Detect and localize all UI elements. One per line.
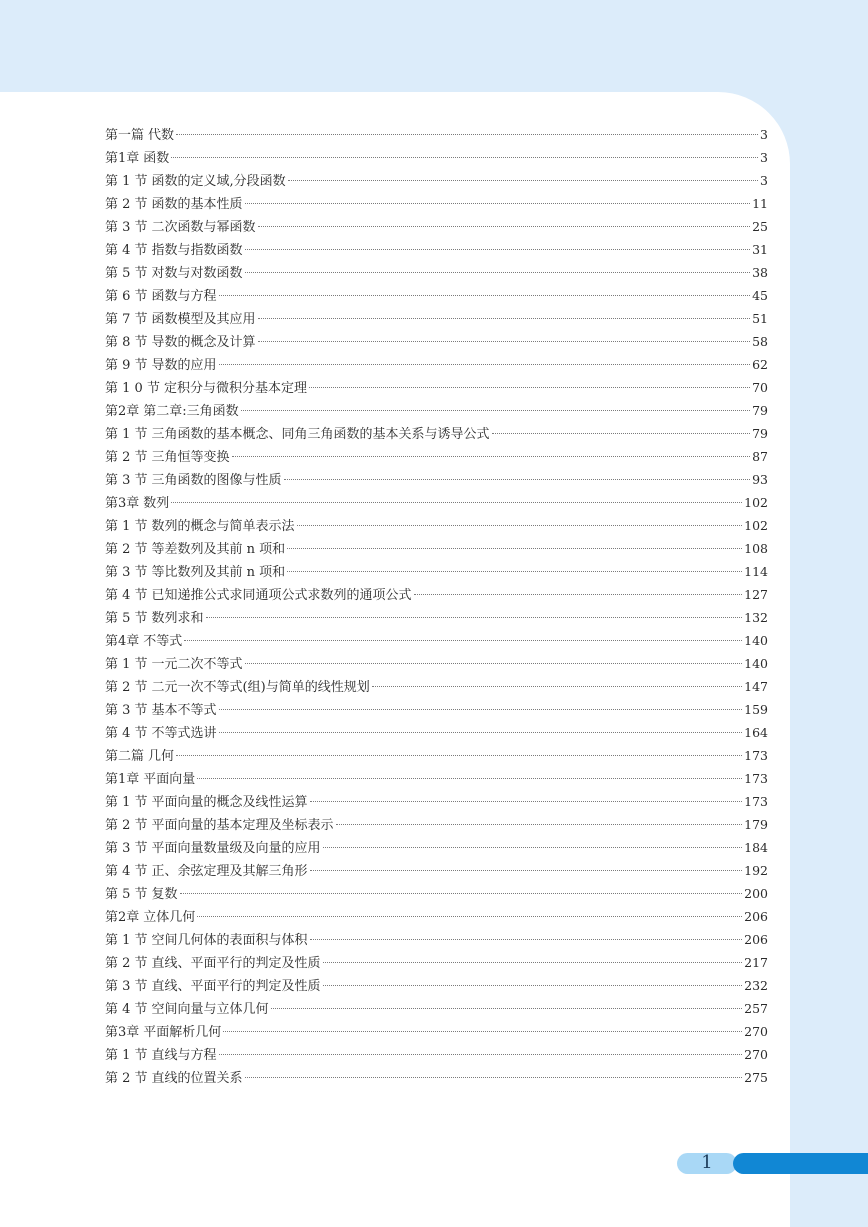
toc-entry-heading bbox=[105, 653, 243, 676]
toc-entry-heading bbox=[105, 400, 239, 423]
toc-entry-title: 正、余弦定理及其解三角形 bbox=[151, 864, 308, 879]
toc-entry-heading bbox=[105, 1067, 243, 1090]
toc-entry-title: 平面解析几何 bbox=[143, 1025, 222, 1040]
toc-entry-title: 函数的定义域,分段函数 bbox=[151, 174, 286, 189]
toc-entry-title: 三角函数的图像与性质 bbox=[151, 473, 282, 488]
toc-entry-heading bbox=[105, 952, 321, 975]
toc-entry-title: 导数的概念及计算 bbox=[151, 335, 256, 350]
toc-entry-label: 第 3 节 bbox=[105, 473, 148, 488]
toc-entry-title: 等差数列及其前 n 项和 bbox=[151, 542, 286, 557]
toc-entry-heading bbox=[105, 722, 217, 745]
toc-entry-heading bbox=[105, 308, 256, 331]
toc-entry-title: 直线与方程 bbox=[151, 1048, 217, 1063]
toc-entry-title: 二次函数与幂函数 bbox=[151, 220, 256, 235]
toc-entry-title: 等比数列及其前 n 项和 bbox=[151, 565, 286, 580]
toc-entry-label: 第 1 节 bbox=[105, 1048, 148, 1063]
toc-entry-page: 38 bbox=[752, 265, 768, 280]
toc-entry[interactable] bbox=[105, 560, 768, 583]
toc-entry[interactable] bbox=[105, 951, 768, 974]
toc-entry[interactable] bbox=[105, 261, 768, 284]
dot-leader bbox=[176, 755, 742, 756]
toc-entry-page: 79 bbox=[752, 426, 768, 441]
page-number: 1 bbox=[701, 1152, 713, 1173]
toc-entry-label: 第 4 节 bbox=[105, 1002, 148, 1017]
toc-entry-label: 第一篇 bbox=[105, 128, 145, 143]
toc-entry-heading bbox=[105, 1021, 221, 1044]
toc-entry-label: 第 3 节 bbox=[105, 565, 148, 580]
toc-entry[interactable] bbox=[105, 123, 768, 146]
toc-entry-label: 第 1 节 bbox=[105, 795, 148, 810]
dot-leader bbox=[219, 732, 743, 733]
toc-entry[interactable] bbox=[105, 284, 768, 307]
toc-entry-heading bbox=[105, 630, 182, 653]
toc-entry-title: 平面向量的基本定理及坐标表示 bbox=[151, 818, 334, 833]
toc-entry-page: 62 bbox=[752, 357, 768, 372]
toc-entry-title: 直线的位置关系 bbox=[151, 1071, 243, 1086]
toc-entry-label: 第 4 节 bbox=[105, 243, 148, 258]
dot-leader bbox=[219, 709, 743, 710]
toc-entry-title: 直线、平面平行的判定及性质 bbox=[151, 979, 321, 994]
dot-leader bbox=[197, 778, 742, 779]
toc-entry-label: 第 5 节 bbox=[105, 887, 148, 902]
toc-entry-heading bbox=[105, 814, 334, 837]
toc-entry-page: 200 bbox=[744, 886, 768, 901]
toc-entry-page: 270 bbox=[744, 1024, 768, 1039]
dot-leader bbox=[184, 640, 742, 641]
toc-entry-heading bbox=[105, 193, 243, 216]
dot-leader bbox=[287, 548, 742, 549]
toc-entry-page: 147 bbox=[744, 679, 768, 694]
toc-entry[interactable] bbox=[105, 491, 768, 514]
dot-leader bbox=[492, 433, 751, 434]
dot-leader bbox=[245, 272, 751, 273]
toc-entry-heading bbox=[105, 699, 217, 722]
toc-entry-title: 平面向量 bbox=[143, 772, 196, 787]
dot-leader bbox=[171, 157, 758, 158]
dot-leader bbox=[171, 502, 742, 503]
toc-entry-label: 第 2 节 bbox=[105, 197, 148, 212]
toc-entry-heading bbox=[105, 768, 195, 791]
toc-entry-title: 不等式选讲 bbox=[151, 726, 217, 741]
toc-entry-page: 31 bbox=[752, 242, 768, 257]
toc-entry-title: 三角恒等变换 bbox=[151, 450, 230, 465]
toc-entry-label: 第3章 bbox=[105, 1025, 140, 1040]
dot-leader bbox=[323, 962, 743, 963]
toc-entry-label: 第 2 节 bbox=[105, 450, 148, 465]
toc-entry[interactable] bbox=[105, 606, 768, 629]
dot-leader bbox=[219, 1054, 743, 1055]
toc-entry-label: 第2章 bbox=[105, 910, 140, 925]
toc-entry-title: 三角函数的基本概念、同角三角函数的基本关系与诱导公式 bbox=[151, 427, 490, 442]
dot-leader bbox=[258, 341, 751, 342]
dot-leader bbox=[197, 916, 742, 917]
toc-entry-label: 第 2 节 bbox=[105, 1071, 148, 1086]
toc-entry-label: 第 4 节 bbox=[105, 864, 148, 879]
toc-entry-title: 代数 bbox=[148, 128, 175, 143]
toc-entry-label: 第 4 节 bbox=[105, 726, 148, 741]
toc-entry-page: 45 bbox=[752, 288, 768, 303]
toc-entry-page: 58 bbox=[752, 334, 768, 349]
dot-leader bbox=[288, 180, 758, 181]
toc-entry-label: 第 6 节 bbox=[105, 289, 148, 304]
toc-entry-page: 140 bbox=[744, 656, 768, 671]
toc-entry-page: 173 bbox=[744, 794, 768, 809]
toc-entry-title: 函数的基本性质 bbox=[151, 197, 243, 212]
toc-entry-heading bbox=[105, 354, 217, 377]
toc-entry-heading bbox=[105, 883, 178, 906]
toc-entry-label: 第 2 节 bbox=[105, 680, 148, 695]
toc-entry-heading bbox=[105, 147, 169, 170]
toc-entry-heading bbox=[105, 423, 490, 446]
dot-leader bbox=[206, 617, 743, 618]
toc-entry-page: 275 bbox=[744, 1070, 768, 1085]
dot-leader bbox=[284, 479, 751, 480]
toc-entry[interactable] bbox=[105, 422, 768, 445]
toc-entry[interactable] bbox=[105, 1043, 768, 1066]
toc-entry-label: 第3章 bbox=[105, 496, 140, 511]
toc-entry-heading bbox=[105, 262, 243, 285]
dot-leader bbox=[245, 1077, 743, 1078]
toc-entry-heading bbox=[105, 584, 412, 607]
toc-entry[interactable] bbox=[105, 146, 768, 169]
toc-entry-label: 第 4 节 bbox=[105, 588, 148, 603]
toc-entry-label: 第 2 节 bbox=[105, 956, 148, 971]
toc-entry-heading bbox=[105, 561, 285, 584]
toc-entry[interactable] bbox=[105, 399, 768, 422]
toc-entry[interactable] bbox=[105, 537, 768, 560]
dot-leader bbox=[232, 456, 751, 457]
dot-leader bbox=[219, 364, 751, 365]
toc-entry[interactable] bbox=[105, 744, 768, 767]
toc-entry-heading bbox=[105, 170, 286, 193]
toc-entry-page: 87 bbox=[752, 449, 768, 464]
toc-entry-page: 184 bbox=[744, 840, 768, 855]
toc-entry-heading bbox=[105, 377, 307, 400]
toc-entry-heading bbox=[105, 975, 321, 998]
toc-entry-page: 164 bbox=[744, 725, 768, 740]
toc-entry-page: 102 bbox=[744, 495, 768, 510]
toc-entry-heading bbox=[105, 239, 243, 262]
toc-entry-heading bbox=[105, 906, 195, 929]
toc-entry-heading bbox=[105, 1044, 217, 1067]
dot-leader bbox=[287, 571, 742, 572]
toc-entry-label: 第1章 bbox=[105, 151, 140, 166]
toc-entry-title: 平面向量的概念及线性运算 bbox=[151, 795, 308, 810]
toc-entry-title: 空间向量与立体几何 bbox=[151, 1002, 269, 1017]
toc-entry-page: 179 bbox=[744, 817, 768, 832]
dot-leader bbox=[310, 870, 743, 871]
toc-entry[interactable] bbox=[105, 974, 768, 997]
toc-entry-page: 11 bbox=[752, 196, 768, 211]
toc-entry-heading bbox=[105, 285, 217, 308]
toc-entry[interactable] bbox=[105, 836, 768, 859]
page-tab-decoration bbox=[733, 1153, 868, 1174]
toc-entry-heading bbox=[105, 331, 256, 354]
toc-entry-heading bbox=[105, 676, 370, 699]
toc-entry-page: 3 bbox=[760, 173, 768, 188]
toc-entry-label: 第 9 节 bbox=[105, 358, 148, 373]
toc-entry-title: 二元一次不等式(组)与简单的线性规划 bbox=[151, 680, 370, 695]
toc-entry-page: 102 bbox=[744, 518, 768, 533]
toc-entry-title: 立体几何 bbox=[143, 910, 196, 925]
toc-entry-label: 第4章 bbox=[105, 634, 140, 649]
toc-entry-page: 217 bbox=[744, 955, 768, 970]
toc-entry-page: 206 bbox=[744, 909, 768, 924]
toc-entry-title: 空间几何体的表面积与体积 bbox=[151, 933, 308, 948]
toc-entry-page: 127 bbox=[744, 587, 768, 602]
toc-entry-page: 79 bbox=[752, 403, 768, 418]
toc-entry[interactable] bbox=[105, 445, 768, 468]
dot-leader bbox=[223, 1031, 742, 1032]
toc-entry-page: 3 bbox=[760, 127, 768, 142]
dot-leader bbox=[245, 663, 743, 664]
toc-entry-title: 直线、平面平行的判定及性质 bbox=[151, 956, 321, 971]
table-of-contents bbox=[105, 123, 768, 1089]
toc-entry[interactable] bbox=[105, 1066, 768, 1089]
dot-leader bbox=[258, 318, 751, 319]
toc-entry-label: 第 3 节 bbox=[105, 703, 148, 718]
toc-entry-title: 指数与指数函数 bbox=[151, 243, 243, 258]
toc-entry-page: 206 bbox=[744, 932, 768, 947]
toc-entry-title: 函数 bbox=[143, 151, 170, 166]
dot-leader bbox=[176, 134, 758, 135]
toc-entry-label: 第 3 节 bbox=[105, 979, 148, 994]
toc-entry-label: 第 5 节 bbox=[105, 611, 148, 626]
toc-entry-page: 232 bbox=[744, 978, 768, 993]
toc-entry-title: 数列 bbox=[143, 496, 170, 511]
toc-entry[interactable] bbox=[105, 192, 768, 215]
toc-entry-heading bbox=[105, 492, 169, 515]
toc-entry[interactable] bbox=[105, 698, 768, 721]
dot-leader bbox=[336, 824, 743, 825]
toc-entry-label: 第 1 节 bbox=[105, 519, 148, 534]
toc-entry-title: 数列求和 bbox=[151, 611, 204, 626]
toc-entry-title: 第二章:三角函数 bbox=[143, 404, 239, 419]
toc-entry-label: 第 1 节 bbox=[105, 174, 148, 189]
toc-entry-label: 第 2 节 bbox=[105, 542, 148, 557]
toc-entry-heading bbox=[105, 607, 204, 630]
toc-entry-label: 第 3 节 bbox=[105, 220, 148, 235]
toc-entry-title: 几何 bbox=[148, 749, 175, 764]
toc-entry[interactable] bbox=[105, 169, 768, 192]
dot-leader bbox=[245, 249, 751, 250]
dot-leader bbox=[245, 203, 751, 204]
dot-leader bbox=[310, 939, 743, 940]
toc-entry-page: 25 bbox=[752, 219, 768, 234]
toc-entry[interactable] bbox=[105, 905, 768, 928]
dot-leader bbox=[219, 295, 751, 296]
toc-entry-heading bbox=[105, 745, 174, 768]
toc-entry-page: 132 bbox=[744, 610, 768, 625]
toc-entry-title: 定积分与微积分基本定理 bbox=[163, 381, 307, 396]
toc-entry[interactable] bbox=[105, 928, 768, 951]
toc-entry-heading bbox=[105, 216, 256, 239]
toc-entry-page: 159 bbox=[744, 702, 768, 717]
toc-entry-page: 140 bbox=[744, 633, 768, 648]
dot-leader bbox=[323, 847, 743, 848]
dot-leader bbox=[309, 387, 750, 388]
toc-entry-title: 不等式 bbox=[143, 634, 183, 649]
toc-entry-page: 173 bbox=[744, 771, 768, 786]
toc-entry-page: 173 bbox=[744, 748, 768, 763]
toc-entry[interactable] bbox=[105, 629, 768, 652]
toc-entry-title: 已知递推公式求同通项公式求数列的通项公式 bbox=[151, 588, 412, 603]
toc-entry-heading bbox=[105, 446, 230, 469]
toc-entry[interactable] bbox=[105, 721, 768, 744]
toc-entry-heading bbox=[105, 515, 295, 538]
toc-entry[interactable] bbox=[105, 238, 768, 261]
toc-entry-label: 第 1 节 bbox=[105, 933, 148, 948]
toc-entry-label: 第 8 节 bbox=[105, 335, 148, 350]
toc-entry-page: 114 bbox=[744, 564, 768, 579]
toc-entry-label: 第二篇 bbox=[105, 749, 145, 764]
toc-entry-label: 第2章 bbox=[105, 404, 140, 419]
toc-entry-title: 导数的应用 bbox=[151, 358, 217, 373]
dot-leader bbox=[271, 1008, 743, 1009]
dot-leader bbox=[180, 893, 743, 894]
toc-entry-page: 108 bbox=[744, 541, 768, 556]
toc-entry[interactable] bbox=[105, 1020, 768, 1043]
toc-entry-label: 第 2 节 bbox=[105, 818, 148, 833]
dot-leader bbox=[241, 410, 750, 411]
toc-entry-title: 对数与对数函数 bbox=[151, 266, 243, 281]
toc-entry-title: 平面向量数量级及向量的应用 bbox=[151, 841, 321, 856]
toc-entry[interactable] bbox=[105, 583, 768, 606]
toc-entry-label: 第1章 bbox=[105, 772, 140, 787]
toc-entry-title: 函数模型及其应用 bbox=[151, 312, 256, 327]
toc-entry-page: 257 bbox=[744, 1001, 768, 1016]
toc-entry-heading bbox=[105, 791, 308, 814]
toc-entry[interactable] bbox=[105, 307, 768, 330]
toc-entry-title: 数列的概念与简单表示法 bbox=[151, 519, 295, 534]
toc-entry[interactable] bbox=[105, 514, 768, 537]
toc-entry-heading bbox=[105, 998, 269, 1021]
toc-entry-label: 第 1 0 节 bbox=[105, 381, 160, 396]
toc-entry-heading bbox=[105, 929, 308, 952]
toc-entry[interactable] bbox=[105, 376, 768, 399]
toc-entry-heading bbox=[105, 860, 308, 883]
dot-leader bbox=[323, 985, 743, 986]
toc-entry-heading bbox=[105, 469, 282, 492]
toc-entry[interactable] bbox=[105, 215, 768, 238]
toc-entry[interactable] bbox=[105, 813, 768, 836]
toc-entry-title: 函数与方程 bbox=[151, 289, 217, 304]
toc-entry[interactable] bbox=[105, 675, 768, 698]
toc-entry-page: 93 bbox=[752, 472, 768, 487]
toc-entry-label: 第 1 节 bbox=[105, 427, 148, 442]
toc-entry[interactable] bbox=[105, 468, 768, 491]
toc-entry-heading bbox=[105, 124, 174, 147]
toc-entry-label: 第 3 节 bbox=[105, 841, 148, 856]
dot-leader bbox=[414, 594, 743, 595]
toc-entry[interactable] bbox=[105, 997, 768, 1020]
toc-entry-page: 270 bbox=[744, 1047, 768, 1062]
toc-entry[interactable] bbox=[105, 652, 768, 675]
toc-entry-title: 一元二次不等式 bbox=[151, 657, 243, 672]
toc-entry-page: 192 bbox=[744, 863, 768, 878]
toc-entry[interactable] bbox=[105, 330, 768, 353]
toc-entry-page: 70 bbox=[752, 380, 768, 395]
toc-entry-title: 复数 bbox=[151, 887, 178, 902]
toc-entry-label: 第 5 节 bbox=[105, 266, 148, 281]
toc-entry[interactable] bbox=[105, 767, 768, 790]
toc-entry-label: 第 7 节 bbox=[105, 312, 148, 327]
toc-entry-page: 3 bbox=[760, 150, 768, 165]
dot-leader bbox=[258, 226, 751, 227]
dot-leader bbox=[297, 525, 743, 526]
toc-entry-label: 第 1 节 bbox=[105, 657, 148, 672]
toc-entry-page: 51 bbox=[752, 311, 768, 326]
toc-entry[interactable] bbox=[105, 882, 768, 905]
toc-entry[interactable] bbox=[105, 859, 768, 882]
toc-entry[interactable] bbox=[105, 353, 768, 376]
dot-leader bbox=[310, 801, 743, 802]
toc-entry-heading bbox=[105, 837, 321, 860]
toc-entry[interactable] bbox=[105, 790, 768, 813]
toc-entry-heading bbox=[105, 538, 285, 561]
dot-leader bbox=[372, 686, 742, 687]
toc-entry-title: 基本不等式 bbox=[151, 703, 217, 718]
